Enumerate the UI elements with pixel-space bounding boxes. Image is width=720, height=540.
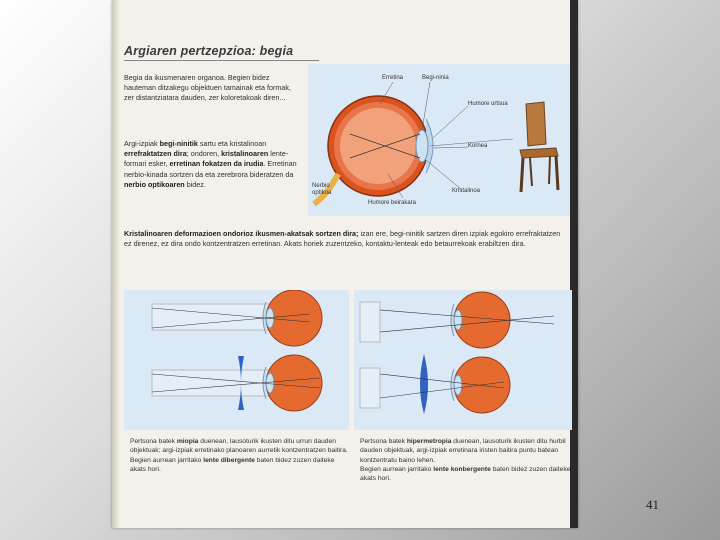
defects-paragraph: Kristalinoaren deformazioen ondorioz ikusmen-akatsak sortzen dira; izan ere, begi-ninitik sartzen diren izpiak egokiro errefraktatzen ez direnez, ez dira ondo kontzentratzen erretinan. Akats horiek zuzentzeko, kontaktu-lenteak edo betaurrekoak erabiltzen dira. xyxy=(124,229,561,249)
title-rule xyxy=(124,60,319,61)
page-title: Argiaren pertzepzioa: begia xyxy=(124,44,294,58)
chair-illustration xyxy=(514,100,564,195)
label-kornea: Kornea xyxy=(468,143,488,149)
page-gutter xyxy=(112,0,120,528)
hyperopia-diagram xyxy=(354,290,572,430)
myopia-diagram xyxy=(124,290,349,430)
label-humore-beirakara: Humore beirakara xyxy=(368,200,417,206)
book-page xyxy=(112,0,578,528)
label-humore-urtsua: Humore urtsua xyxy=(468,101,508,107)
slide-number: 41 xyxy=(646,497,659,512)
refraction-paragraph: Argi-izpiak begi-ninitik sartu eta kristalinoan errefraktatzen dira; ondoren, kristalinoaren lente-formari esker, erretinan fokatzen da irudia. Erretinan nerbio-kinada sortzen da eta zerebrora bideratzen da nerbio optikoaren bidez. xyxy=(124,139,297,189)
myopia-caption: Pertsona batek miopia duenean, lausoturik ikusten ditu urrun dauden objektuak; argi-izpiak erretinako planoaren aurretik kontzentratzen baitira. Begien aurrean jarritako lente dibergente baten bidez zuzen daiteke akats hori. xyxy=(130,438,348,473)
hyperopia-caption: Pertsona batek hipermetropia duenean, lausoturik ikusten ditu hurbil dauden objektuak, argi-izpiak erretinara iristen baitira puntu batean kontzentratu baino lehen. Begien aurrean jarritako lente konbergente baten bidez zuzen daiteke akats hori. xyxy=(360,438,571,483)
label-erretina: Erretina xyxy=(382,75,404,81)
label-nerbio-optikoa: Nerbio optikoa xyxy=(312,183,332,196)
label-begi-ninia: Begi-ninia xyxy=(422,75,449,81)
label-kristalinoa: Kristalinoa xyxy=(452,188,481,194)
intro-paragraph: Begia da ikusmenaren organoa. Begien bidez hauteman ditzakegu objektuen tamainak eta formak, zer distantziatara dauden, zer koloretakoak diren... xyxy=(124,73,292,103)
